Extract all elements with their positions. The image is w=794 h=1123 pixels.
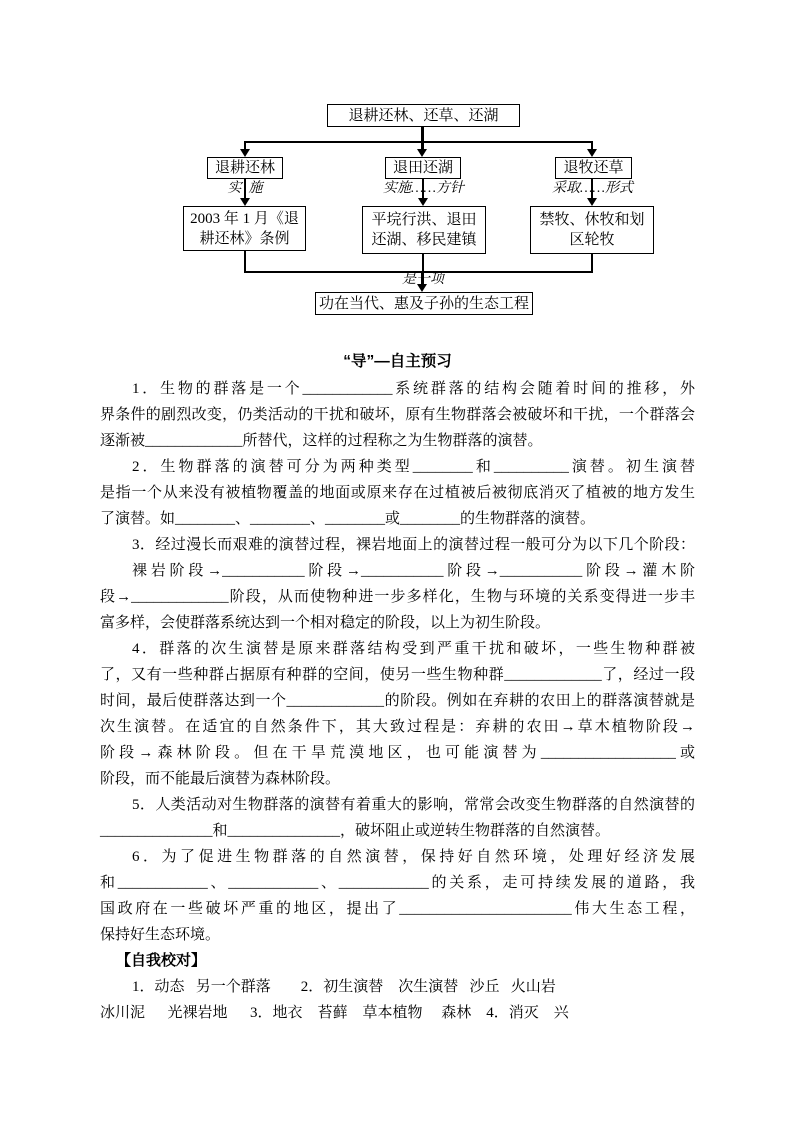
q3-line-3: 段→_____________阶段，从而使物种进一步多样化，生物与环境的关系变得进一步丰 bbox=[100, 589, 695, 605]
self-check-header: 【自我校对】 bbox=[116, 953, 207, 969]
flowchart bbox=[0, 0, 794, 340]
q1-line-1: 1．生物的群落是一个____________系统群落的结构会随着时间的推移，外 bbox=[132, 381, 695, 397]
flowchart-conclusion-box: 功在当代、惠及子孙的生态工程 bbox=[315, 292, 533, 315]
edge-label-policy: 实施……方针 bbox=[383, 181, 464, 196]
q4-line-1: 4．群落的次生演替是原来群落结构受到严重干扰和破坏，一些生物种群被 bbox=[132, 641, 695, 657]
q4-line-4: 次生演替。在适宜的自然条件下，其大致过程是：弃耕的农田→草木植物阶段→ bbox=[100, 719, 695, 735]
q3-line-4: 富多样，会使群落系统达到一个相对稳定的阶段，以上为初生阶段。 bbox=[100, 615, 551, 631]
arrowhead-icon bbox=[418, 198, 428, 206]
q1-line-3: 逐渐被_____________所替代，这样的过程称之为生物群落的演替。 bbox=[100, 433, 543, 449]
flowchart-root-box: 退耕还林、还草、还湖 bbox=[327, 104, 520, 127]
arrowhead-icon bbox=[587, 198, 597, 206]
q3-line-2: 裸岩阶段→___________阶段→___________阶段→___________阶段→灌木阶 bbox=[132, 563, 695, 579]
q6-line-2: 和____________、____________、____________的关系，走可持续发展的道路，我 bbox=[100, 875, 695, 891]
answers-line-2: 冰川泥 光裸岩地 3．地衣 苔藓 草本植物 森林 4．消灭 兴 bbox=[100, 1005, 569, 1021]
q5-line-2: _______________和_______________，破坏阻止或逆转生物群落的自然演替。 bbox=[100, 823, 611, 839]
flowchart-result-box-3: 禁牧、休牧和划区轮牧 bbox=[530, 206, 654, 254]
flowchart-result-box-1: 2003 年 1 月《退耕还林》条例 bbox=[183, 206, 306, 251]
answers-line-1: 1．动态 另一个群落 2．初生演替 次生演替 沙丘 火山岩 bbox=[132, 979, 556, 995]
q4-line-2: 了，又有一些种群占据原有种群的空间，使另一些生物种群_____________了，经过一段 bbox=[100, 667, 695, 683]
q4-line-6: 阶段，而不能最后演替为森林阶段。 bbox=[100, 771, 341, 787]
q2-line-1: 2．生物群落的演替可分为两种类型________和__________演替。初生演替 bbox=[132, 459, 695, 475]
flowchart-result-box-2: 平垸行洪、退田还湖、移民建镇 bbox=[362, 206, 486, 254]
arrowhead-icon bbox=[240, 198, 250, 206]
connector-result-3 bbox=[591, 254, 593, 272]
flowchart-branch-box-2: 退田还湖 bbox=[385, 157, 461, 179]
q2-line-2: 是指一个从来没有被植物覆盖的地面或原来存在过植被后被彻底消灭了植被的地方发生 bbox=[100, 485, 695, 501]
q6-line-3: 国政府在一些破坏严重的地区，提出了_______________________伟大生态工程， bbox=[100, 901, 695, 917]
q2-line-3: 了演替。如________、________、________或________的生物群落的演替。 bbox=[100, 511, 596, 527]
flowchart-branch-box-3: 退牧还草 bbox=[555, 157, 632, 179]
connector-top-horizontal bbox=[244, 141, 593, 143]
q6-line-4: 保持好生态环境。 bbox=[100, 927, 221, 943]
connector-root-stem bbox=[421, 127, 424, 149]
arrowhead-icon bbox=[417, 284, 427, 292]
arrowhead-icon bbox=[417, 149, 427, 157]
q5-line-1: 5．人类活动对生物群落的演替有着重大的影响，常常会改变生物群落的自然演替的 bbox=[132, 797, 695, 813]
arrowhead-icon bbox=[240, 149, 250, 157]
q4-line-5: 阶段→森林阶段。但在干旱荒漠地区，也可能演替为__________________或 bbox=[100, 745, 695, 761]
flowchart-branch-box-1: 退耕还林 bbox=[207, 157, 283, 179]
edge-label-implement: 实 施 bbox=[227, 181, 263, 196]
document-body bbox=[100, 348, 695, 1026]
section-title: “导”—自主预习 bbox=[343, 353, 452, 370]
connector-result-2 bbox=[422, 254, 424, 272]
connector-result-1 bbox=[244, 251, 246, 272]
arrowhead-icon bbox=[587, 149, 597, 157]
q3-line-1: 3．经过漫长而艰难的演替过程，裸岩地面上的演替过程一般可分为以下几个阶段： bbox=[132, 537, 695, 553]
edge-label-form: 采取……形式 bbox=[552, 181, 633, 196]
q1-line-2: 界条件的剧烈改变，仍类活动的干扰和破坏，原有生物群落会被破坏和干扰，一个群落会 bbox=[100, 407, 695, 423]
edge-label-is-a: 是一项 bbox=[402, 272, 444, 287]
q6-line-1: 6．为了促进生物群落的自然演替，保持好自然环境，处理好经济发展 bbox=[132, 849, 695, 865]
q4-line-3: 时间，最后使群落达到一个_____________的阶段。例如在弃耕的农田上的群落演替就是 bbox=[100, 693, 695, 709]
